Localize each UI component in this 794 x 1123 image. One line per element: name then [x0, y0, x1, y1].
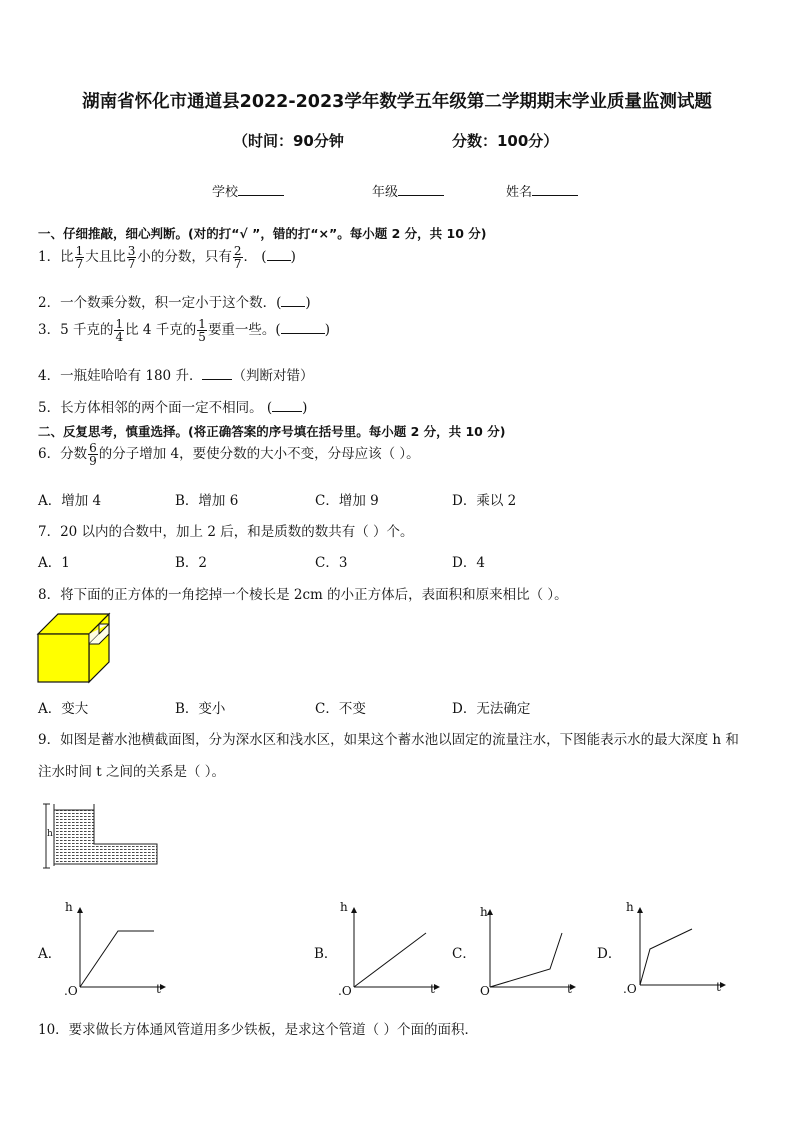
q7-option-a[interactable]: A．1 [38, 555, 70, 571]
graph-b-y-label: h [340, 900, 348, 914]
q8-option-d[interactable]: D．无法确定 [452, 701, 531, 717]
q9-option-a[interactable]: A． [38, 946, 62, 962]
page-title: 湖南省怀化市通道县2022-2023学年数学五年级第二学期期末学业质量监测试题 [82, 92, 712, 112]
grade-label: 年级 [372, 185, 399, 200]
question-6: 6．分数 $\frac{6}{9}$ 的分子增加 4，要使分数的大小不变，分母应该（ ）。 [38, 441, 420, 468]
graph-b-origin: .O [338, 984, 352, 998]
school-field[interactable] [212, 181, 284, 200]
exam-time: （时间：90分钟 [233, 132, 344, 150]
q6-option-b[interactable]: B．增加 6 [175, 493, 239, 509]
question-9-line-2: 注水时间 t 之间的关系是（ ）。 [38, 764, 226, 780]
q9-option-d[interactable]: D． [597, 946, 622, 962]
q6-option-a[interactable]: A．增加 4 [38, 493, 102, 509]
question-8: 8．将下面的正方体的一角挖掉一个棱长是 2cm 的小正方体后，表面积和原来相比（ ）。 [38, 587, 568, 603]
graph-c-y-label: h [480, 905, 488, 919]
section-1-heading: 一、仔细推敲，细心判断。(对的打“√ ”，错的打“×”。每小题 2 分，共 10 分) [38, 226, 487, 241]
question-7: 7．20 以内的合数中，加上 2 后，和是质数的数共有（ ）个。 [38, 524, 414, 540]
section-2-heading: 二、反复思考，慎重选择。(将正确答案的序号填在括号里。每小题 2 分，共 10 分) [38, 424, 506, 439]
q9-option-c[interactable]: C． [452, 946, 476, 962]
q9-option-b[interactable]: B． [314, 946, 338, 962]
exam-score: 分数：100分） [452, 132, 559, 150]
question-4: 4．一瓶娃哈哈有 180 升． （判断对错） [38, 368, 314, 384]
question-9-line-1: 9．如图是蓄水池横截面图，分为深水区和浅水区，如果这个蓄水池以固定的流量注水，下图能表示水的最大深度 h 和 [38, 732, 739, 748]
q7-option-c[interactable]: C．3 [315, 555, 348, 571]
question-3: 3．5 千克的 $\frac{1}{4}$ 比 4 千克的 $\frac{1}{5}$ 要重一些。( ) [38, 317, 330, 344]
graph-d-y-label: h [626, 900, 634, 914]
grade-field[interactable] [372, 181, 444, 200]
graph-b-x-label: t [430, 982, 435, 996]
answer-blank-4[interactable] [202, 367, 232, 380]
q6-option-d[interactable]: D．乘以 2 [452, 493, 517, 509]
graph-a-x-label: t [156, 982, 161, 996]
answer-blank-2[interactable] [281, 294, 305, 307]
answer-blank-3[interactable] [281, 321, 325, 334]
q7-option-d[interactable]: D．4 [452, 555, 485, 571]
question-1: 1．比 $\frac{1}{7}$ 大且比 $\frac{3}{7}$ 小的分数，只有 $\frac{2}{7}$ ． ( ) [38, 244, 296, 271]
name-label: 姓名 [506, 185, 533, 200]
q8-option-c[interactable]: C．不变 [315, 701, 366, 717]
graph-d-origin: .O [623, 982, 637, 996]
pool-h-label: h [47, 829, 53, 839]
school-label: 学校 [212, 185, 239, 200]
graph-a-y-label: h [65, 900, 73, 914]
name-field[interactable] [506, 181, 578, 200]
answer-blank-1[interactable] [267, 248, 291, 261]
graph-a-origin: .O [64, 984, 78, 998]
answer-blank-5[interactable] [272, 399, 302, 412]
q8-option-a[interactable]: A．变大 [38, 701, 89, 717]
graph-c-origin: O [480, 984, 490, 998]
graph-c-x-label: t [567, 982, 572, 996]
question-5: 5．长方体相邻的两个面一定不相同。 ( ) [38, 400, 308, 416]
question-2: 2．一个数乘分数，积一定小于这个数．( ) [38, 295, 311, 311]
pool-cross-section [40, 800, 160, 872]
q6-option-c[interactable]: C．增加 9 [315, 493, 379, 509]
graph-d-x-label: t [716, 980, 721, 994]
cube-figure [36, 612, 112, 684]
question-10: 10．要求做长方体通风管道用多少铁板，是求这个管道（ ）个面的面积． [38, 1022, 478, 1038]
q8-option-b[interactable]: B．变小 [175, 701, 226, 717]
q7-option-b[interactable]: B．2 [175, 555, 208, 571]
